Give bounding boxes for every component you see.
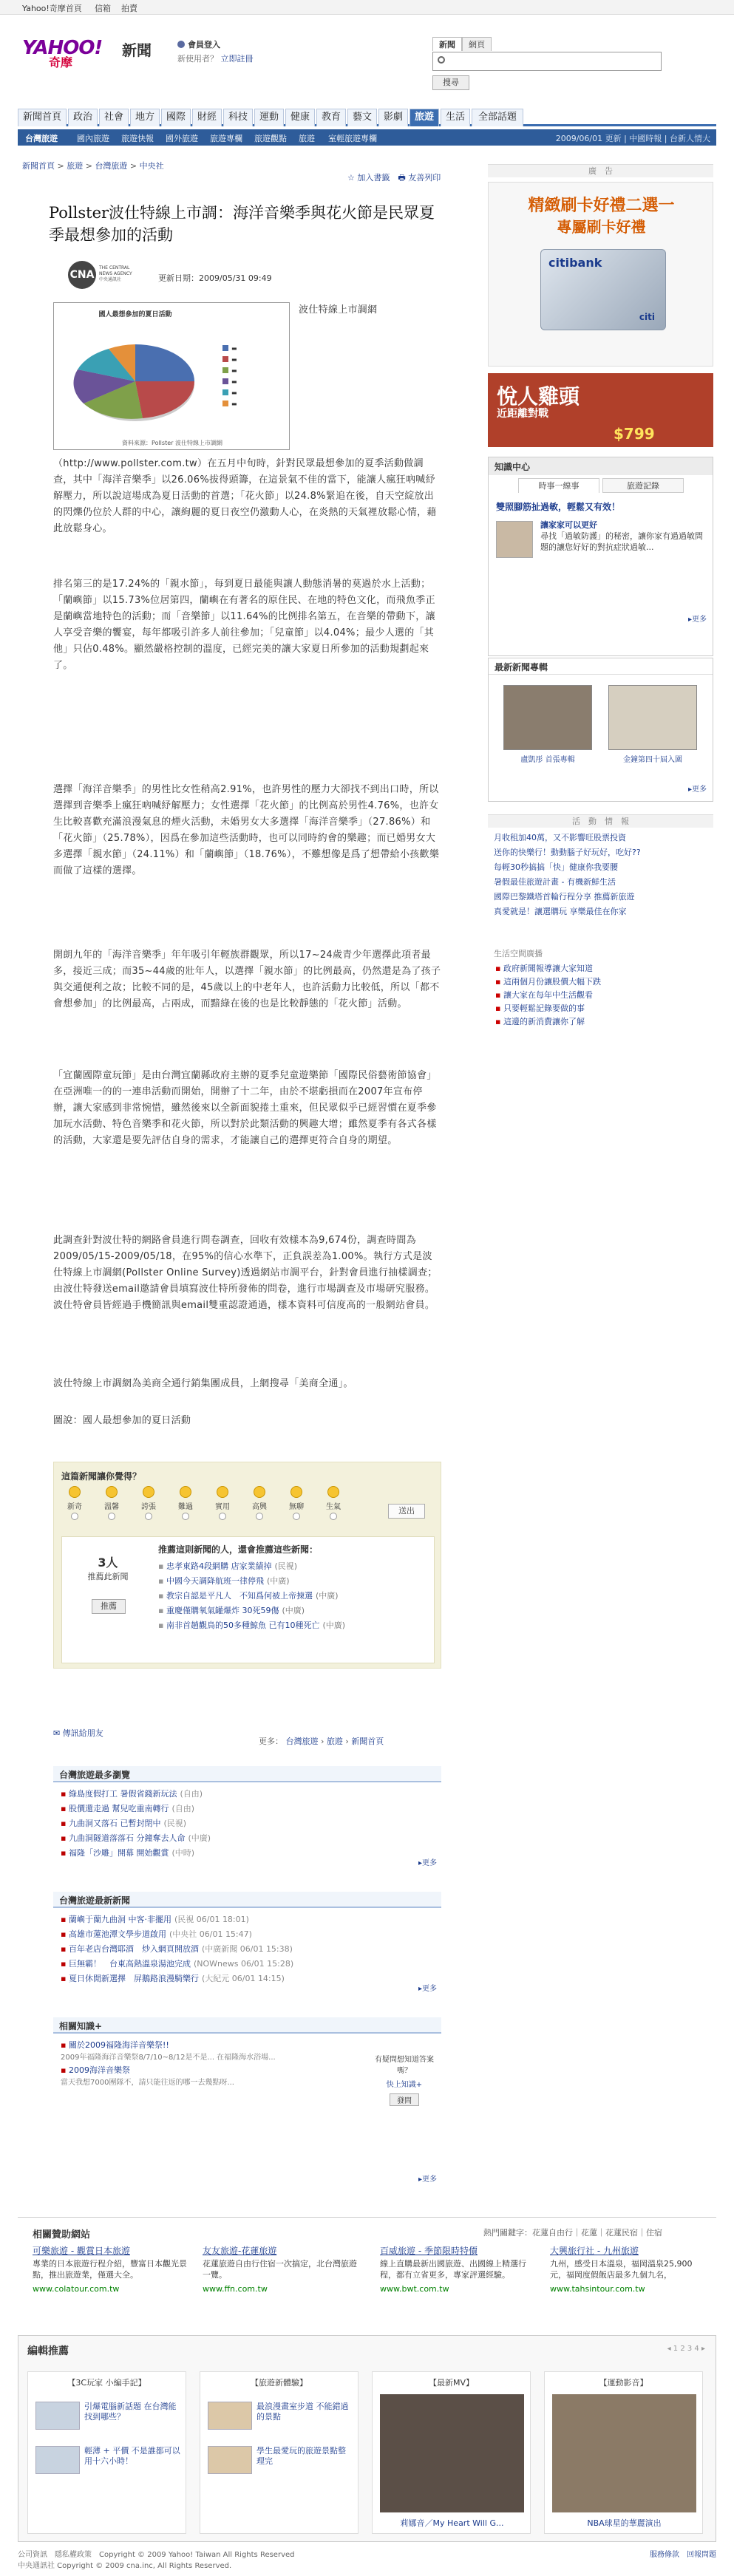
more-link[interactable]: 旅遊 [326,1737,343,1746]
recommend-list [158,1559,345,1633]
mood-poll [53,1462,441,1669]
knowledge-center [488,457,713,656]
subnav-item[interactable]: 國內旅遊 [77,134,109,143]
list-item[interactable]: ▪ 高雄市蓮池潭文學步道啟用 (中央社 06/01 15:47) [61,1927,434,1942]
list-item[interactable]: ▪ 教宗自認是平凡人 不知爲何被上帝揀選 (中廣) [158,1589,345,1604]
tab-travel-qa[interactable]: 旅遊記錄 [602,478,684,493]
pie-chart [54,318,217,443]
user-icon [177,41,185,48]
thumbnail[interactable] [208,2446,252,2474]
tab-education[interactable]: 教育 [316,109,346,126]
subnav-item[interactable]: 旅遊觀點 [254,134,287,143]
list-item[interactable]: 暑假最佳旅遊計畫 - 有機新鮮生活 [494,877,616,887]
mood-option[interactable]: 溫馨 [97,1486,126,1520]
more-link[interactable]: 新聞首頁 [351,1737,384,1746]
list-item[interactable]: ▪ 股價還走過 幫兒吃重南轉行 (自由) [61,1802,434,1816]
pick-link[interactable]: NBA球星的華麗演出 [587,2518,662,2528]
recommend-count: 3人 推薦此新聞 [87,1556,129,1581]
topbar-link-mail[interactable]: 信箱 [95,4,111,13]
album-photo[interactable] [608,685,697,750]
pick-card: 【運動影音】 NBA球星的華麗演出 [544,2371,703,2534]
list-item[interactable]: ▪ 只要輕鬆記錄要做的事 [495,1002,706,1015]
panel-title: 最新新聞專輯 [489,658,713,675]
article-figure [53,302,290,450]
article-paragraph: 波仕特線上市調網為美商全通行銷集團成員，上網搜尋「美商全通」。 [53,1378,353,1389]
subnav-item[interactable]: 旅遊專欄 [210,134,242,143]
more-links: 更多： 台灣旅遊 › 旅遊 › 新聞首頁 [259,1737,384,1746]
box-title: 台灣旅遊最新新聞 [53,1892,441,1908]
question-link[interactable]: 雙照腳筋扯過敏，輕鬆又有效！ [496,502,621,512]
picks-title: 編輯推薦 [27,2345,69,2357]
citibank-ad[interactable]: 精緻刷卡好禮二選一 專屬刷卡好禮 citibank citi [488,182,713,367]
photo-album [488,658,713,802]
answer-snippet: 讓家家可以更好 尋找「過敏防護」的秘密，讓你家有過過敏問題的讓您好好的對抗症狀過敏... [540,520,703,552]
list-item[interactable]: ▪ 九曲洞又落石 已暫封閉中 (民視) [61,1816,434,1831]
article-paragraph: 選擇「海洋音樂季」的男性比女性稍高2.91%，也許男性的壓力大卻找不到出口時，所以選擇到音樂季上瘋狂吶喊紓解壓力；女性選擇「花火節」的比例高於男性4.76%，也許女生比較喜歡充滿浪漫氣息的煙火活動，未婚男女大多選擇「海洋音樂季」（27.86%）和「花火節」（25.78%），因爲在參加這些活動時，也可以同時約會的樂趣；而已婚男女大多選擇「親水節」（24.11%）和「蘭嶼節」（18.76%），不難想像是爲了想帶給小孩歡樂而做了這樣的選擇。 [53,784,440,876]
poll-question: 這篇新聞讓你覺得？ [61,1471,142,1482]
list-item[interactable]: ▪ 中國今天調降航班一律停飛 (中廣) [158,1574,345,1589]
list-item[interactable]: ▪ 這兩個月份讓股價大幅下跌 [495,975,706,989]
thumbnail[interactable] [35,2402,80,2430]
list-item[interactable]: ▪ 巨無霸！ 台東高熱溫泉湯池完成 (NOWnews 06/01 15:28) [61,1957,434,1972]
figure-legend: ▬ ▬ ▬ ▬ ▬ ▬ [222,343,237,409]
list-item[interactable]: ▪ 九曲洞隧道落落石 分鐘奪去人命 (中廣) [61,1831,434,1846]
subnav-item[interactable]: 旅遊快報 [121,134,154,143]
search-input[interactable] [432,52,662,71]
breadcrumb-item[interactable]: 新聞首頁 [22,161,55,171]
footer-copyright: 公司資訊 隱私權政策 Copyright © 2009 Yahoo! Taiwan All Rights Reserved [18,2551,295,2559]
figure-caption: 資料來源：Pollster 波仕特線上市調網 [122,440,222,446]
album-caption[interactable]: 盧凱彤 首張專輯 [520,756,575,764]
panel-title: 生活空間廣播 [494,949,543,958]
tab-international[interactable]: 國際 [161,109,191,126]
mood-option[interactable]: 生氣 [319,1486,348,1520]
pick-link[interactable]: 輕薄 + 平價 不是誰都可以用十六小時！ [84,2446,180,2466]
more-link[interactable]: ▸更多 [418,1985,437,1993]
topbar-link-home[interactable]: Yahoo!奇摩首頁 [22,4,82,13]
list-item[interactable]: 送你的快樂行！動動腦子好玩好，吃好?? [494,848,641,857]
life-panel [488,946,713,1026]
breadcrumb-item[interactable]: 中央社 [139,161,164,171]
poll-send-button[interactable]: 送出 [388,1504,425,1519]
article-paragraph: 開朗九年的「海洋音樂季」年年吸引年輕族群觀眾，所以17~24歲青少年選擇此項者最多，接近三成；而35~44歲的壯年人，以選擇「親水節」的比例最高，仍然還是為了孩子與交通便利之故；比較不同的是，45歲以上的中老年人，也許活動力比較低，所以「都不會想參加」的比例最高，占兩成，而黯綠在後的也是比較靜態的「花火節」活動。 [53,950,441,1009]
list-item[interactable]: 每輕30秒搞搞「快」健康你我要腰 [494,862,618,872]
album-photo[interactable] [503,685,592,750]
tab-news-home[interactable]: 新聞首頁 [18,109,67,126]
main-nav [18,107,716,126]
most-viewed-box [53,1766,441,1870]
updated-date: 更新日期：2009/05/31 09:49 [158,273,272,283]
more-link[interactable]: ▸更多 [418,1859,437,1867]
yahoo-logo[interactable]: YAHOO! 奇摩 [22,37,103,69]
subnav-item[interactable]: 台灣旅遊 [25,134,58,143]
tab-tech[interactable]: 科技 [223,109,253,126]
picks-pager[interactable]: ◂ 1 2 3 4 ▸ [667,2345,705,2353]
right-column [488,164,713,177]
sports-thumbnail[interactable] [552,2394,696,2512]
album-caption[interactable]: 金鐘第四十屆入圍 [623,756,682,764]
more-link[interactable]: ▸更多 [687,786,707,794]
recommend-title: 推薦這則新聞的人，還會推薦這些新聞： [158,1544,319,1555]
search-tab-web[interactable]: 網頁 [462,37,492,51]
list-item[interactable]: ▪ 夏日休閒新選擇 屏鵝路浪漫騎樂行 (大紀元 06/01 14:15) [61,1972,434,1986]
subnav-item[interactable]: 室輕旅遊專欄 [328,134,377,143]
tab-finance[interactable]: 財經 [192,109,222,126]
subnav-date: 2009/06/01 更新 | 中國時報 | 台新人情大 [555,134,710,143]
print-link[interactable]: 友善列印 [408,173,441,183]
pick-card: 【3C玩家 小編手記】 引爆電腦新話題 在台灣能找到哪些？ 輕薄 + 平價 不是誰都可以用十六小時！ [27,2371,186,2534]
breadcrumb: 新聞首頁 > 旅遊 > 台灣旅遊 > 中央社 [22,161,164,171]
list-item[interactable]: ▪ 福隆「沙雕」開幕 開始觀賞 (中時) [61,1846,434,1861]
tab-health[interactable]: 健康 [285,109,315,126]
banner-ad[interactable]: 悅人雞頭 近距離對戰 $799 [488,373,713,447]
breadcrumb-item[interactable]: 旅遊 [67,161,84,171]
subnav-item[interactable]: 旅遊 [299,134,315,143]
sponsor-item[interactable]: 大興旅行社 - 九州旅遊 九州，感受日本溫泉，福岡溫泉25,900元，福岡度假飯店最多九個九名， www.tahsintour.com.tw [550,2246,693,2294]
subnav-item[interactable]: 國外旅遊 [166,134,198,143]
sponsor-item[interactable]: 百威旅遊 - 季節限時特價 線上直購最新出國旅遊、出國線上精選行程，都有立省更多，專家評選經驗。 www.bwt.com.tw [380,2246,526,2294]
article-paragraph: 「宜蘭國際童玩節」是由台灣宜蘭縣政府主辦的夏季兒童遊樂節「國際民俗藝術節協會」在亞洲唯一的的一連串活動而開始，開辦了十二年，由於不堪虧損而在2007年宣布停辦，讓大家感到非常惋惜，雖然後來以全新面貌捲土重來，但民眾似乎已經習慣在夏季參加玩水活動、特色音樂季和花火節，所以對於此類活動的興趣大增；雖然夏季有各式各樣的活動，大家還是要先評估自身的需求，才能讓自己的選擇更符合自身的期望。 [53,1070,437,1146]
search-box [432,37,662,87]
tab-news-qa[interactable]: 時事一線事 [518,478,599,493]
footer-links[interactable]: 服務條款 回報問題 [650,2551,716,2559]
pick-link[interactable]: 引爆電腦新話題 在台灣能找到哪些？ [84,2402,177,2422]
pick-link[interactable]: 最浪漫畫室步道 不能錯過的景點 [256,2402,349,2422]
header [0,15,734,103]
bookmark-link[interactable]: 加入書籤 [357,173,390,183]
tab-politics[interactable]: 政治 [68,109,98,126]
mv-thumbnail[interactable] [380,2394,524,2512]
topbar-link-auction[interactable]: 拍賣 [121,4,137,13]
ask-panel: 有疑問想知道答案嗎？ 快上知識+ 發問 [371,2053,438,2106]
search-tab-news[interactable]: 新聞 [432,37,462,51]
figure-title: 國人最想參加的夏日活動 [98,311,172,318]
breadcrumb-item[interactable]: 台灣旅遊 [95,161,128,171]
thumbnail[interactable] [35,2446,80,2474]
list-item[interactable]: ▪ 南非首趟觀鳥的50多種鯨魚 已有10種死亡 (中廣) [158,1618,345,1633]
search-button[interactable]: 搜尋 [432,75,469,90]
pie-slice [135,381,194,418]
editor-picks [18,2335,716,2542]
pick-link[interactable]: 學生最愛玩的旅遊景點整理完 [256,2446,346,2466]
mood-option[interactable]: 高興 [245,1486,274,1520]
footer [18,2548,716,2572]
section-title: 新聞 [122,41,152,59]
member-panel [177,38,254,64]
list-item[interactable]: ▪ 重慶僅購氧氣罐爆炸 30死59傷 (中廣) [158,1604,345,1618]
activity-panel [488,814,713,940]
sponsor-item[interactable]: 友友旅遊-花蓮旅遊 花蓮旅遊自由行住宿一次搞定，北台灣旅遊一覽。 www.ffn.com.tw [203,2246,357,2294]
list-item[interactable]: ▪ 關於2009福隆海洋音樂祭!! 2009年福隆海洋音樂祭8/7/10~8/12是不是... 在福隆海水浴場... [61,2038,290,2063]
activity-label: 活 動 情 報 [488,814,713,828]
box-title: 台灣旅遊最多瀏覽 [53,1766,441,1782]
knowledge-box [53,2017,441,2187]
member-prompt: 新使用者？ [177,54,218,64]
list-item[interactable]: 月收租加40萬，又不影響旺股票投資 [494,833,626,842]
tab-sports[interactable]: 運動 [254,109,284,126]
tab-arts[interactable]: 藝文 [347,109,377,126]
pick-card: 【旅遊新體驗】 最浪漫畫室步道 不能錯過的景點 學生最愛玩的旅遊景點整理完 [200,2371,358,2534]
mood-option[interactable]: 新奇 [60,1486,89,1520]
mood-option[interactable]: 誇張 [134,1486,163,1520]
list-item[interactable]: ▪ 綠島度假打工 暑假省錢新玩法 (自由) [61,1787,434,1802]
article-paragraph: （http://www.pollster.com.tw）在五月中旬時，針對民眾最想參加的夏季活動做調查，其中「海洋音樂季」以26.06%拔得頭籌，在這景氣不佳的當下，能讓人瘋狂吶喊紓解壓力，所以說這場成為夏日活動的首選；「花火節」以24.8%緊追在後，自天空綻放出的閃爍仍位於人群的中心，讓絢麗的夏日夜空仍激動人心，在炎熱的天氣裡放鬆心情，藉此放鬆身心。 [53,458,437,534]
ad-label: 廣 告 [488,164,713,177]
list-item[interactable]: 真愛就是！讓選購玩 享樂最佳在你家 [494,907,627,916]
top-bar [0,0,734,15]
mood-option[interactable]: 難過 [171,1486,200,1520]
sub-nav [18,129,716,146]
list-item[interactable]: ▪ 忠孝東路4段網購 店家業績掉 (民視) [158,1559,345,1574]
tab-all-topics[interactable]: 全部話題 [472,109,523,126]
thumbnail[interactable] [208,2402,252,2430]
register-link[interactable]: 立即註冊 [220,54,254,64]
recommend-button[interactable]: 推薦 [92,1599,126,1614]
tab-society[interactable]: 社會 [99,109,129,126]
mail-icon: ✉ [53,1728,61,1738]
pick-link[interactable]: 莉娜音／My Heart Will G... [400,2518,504,2528]
sponsor-keywords[interactable]: 熱門關鍵字：花蓮自由行｜花蓮｜花蓮民宿｜住宿 [483,2228,662,2238]
article-paragraph: 此調查針對波仕特的網路會員進行問卷調查，回收有效樣本為9,674份，調查時間為2009/05/15-2009/05/18，在95%的信心水準下，正負誤差為1.00%。執行方式是波仕特線上市調網(Pollster Online Survey)透過網站市調平台，針對會員進行抽樣調查；由波仕特發送email邀請會員填寫波仕特所發佈的問卷，進行市場調查及市場研究服務。波仕特會員皆經過手機簡訊與email雙重認證通過，樣本資料可信度高的一般網站會員。 [53,1235,438,1311]
more-link[interactable]: ▸更多 [418,2175,437,2184]
list-item[interactable]: ▪ 政府新聞報導讓大家知道 [495,962,706,975]
article-paragraph: 排名第三的是17.24%的「親水節」，每到夏日最能與讓人動態消暑的莫過於水上活動；「蘭嶼節」以15.73%位居第四，蘭嶼在有著名的原住民、在地的特色文化，而飛魚季正是蘭嶼當地特色的活動；而「音樂節」以11.64%的比例排名第五，在音樂的帶動下，讓人享受音樂的饗宴，每年都吸引許多人前往參加；「兒童節」以4.04%；最少人選的「其他」只佔0.48%。顯然嚴格控制的溫度，已經完美的讓大家夏日所參加的活動規劃起來了。 [53,579,435,671]
tab-travel[interactable]: 旅遊 [410,109,439,126]
tab-entertainment[interactable]: 影劇 [378,109,408,126]
sponsor-title: 相關贊助網站 [33,2229,91,2241]
mood-option[interactable]: 實用 [208,1486,237,1520]
article-paragraph: 波仕特線上市調網 [299,304,378,316]
list-item[interactable]: ▪ 這邊的新消費讓你了解 [495,1015,706,1029]
tab-local[interactable]: 地方 [130,109,160,126]
member-login-link[interactable]: 會員登入 [188,40,220,50]
panel-title: 知識中心 [489,457,713,475]
box-title: 相關知識+ [53,2017,441,2034]
article-paragraph: 圖說：國人最想參加的夏日活動 [53,1415,191,1426]
search-icon [438,56,445,64]
footer-copyright-2: 中央通訊社 Copyright © 2009 cna.inc, All Rights Reserved. [18,2562,232,2570]
article-title: Pollster波仕特線上市調：海洋音樂季與花火節是民眾夏季最想參加的活動 [49,204,435,244]
pie-slice [135,344,194,381]
sponsor-item[interactable]: 可樂旅遊 - 觀賞日本旅遊 專業的日本旅遊行程介紹，豐富日本觀光景點，推出旅遊業，僅選大全。 www.colatour.com.tw [33,2246,187,2294]
list-item[interactable]: ▪ 百年老店台灣耶酒 炒入網頁開放酒 (中廣新聞 06/01 15:38) [61,1942,434,1957]
article-tools: ☆ 加入書籤 🖶 友善列印 [347,173,441,183]
latest-news-box [53,1892,441,1995]
sponsor-section [18,2217,716,2320]
tab-life[interactable]: 生活 [441,109,470,126]
more-link[interactable]: ▸更多 [687,616,707,624]
ask-button[interactable]: 發問 [390,2093,419,2106]
avatar [496,521,533,558]
more-link[interactable]: 台灣旅遊 [285,1737,319,1746]
list-item[interactable]: 國際巴黎鐵塔首輪行程分享 推薦新旅遊 [494,892,635,902]
list-item[interactable]: ▪ 2009海洋音樂祭 當天我想7000團隊不，請只能往返的哪一去幾點呀... [61,2063,290,2088]
share-link[interactable]: ✉ 傳訊給朋友 [53,1728,103,1738]
pick-card: 【最新MV】 莉娜音／My Heart Will G... [372,2371,531,2534]
list-item[interactable]: ▪ 讓大家在每年中生活觀看 [495,989,706,1002]
credit-card-image: citibank citi [540,249,666,330]
source-logo: CNA THE CENTRAL NEWS AGENCY 中央通訊社 [68,261,112,293]
knowledge-link[interactable]: 快上知識+ [386,2081,423,2089]
list-item[interactable]: ▪ 蘭嶼于蘭九曲洞 中客·非擺用 (民視 06/01 18:01) [61,1912,434,1927]
mood-option[interactable]: 無聊 [282,1486,311,1520]
recommend-box [61,1536,435,1663]
